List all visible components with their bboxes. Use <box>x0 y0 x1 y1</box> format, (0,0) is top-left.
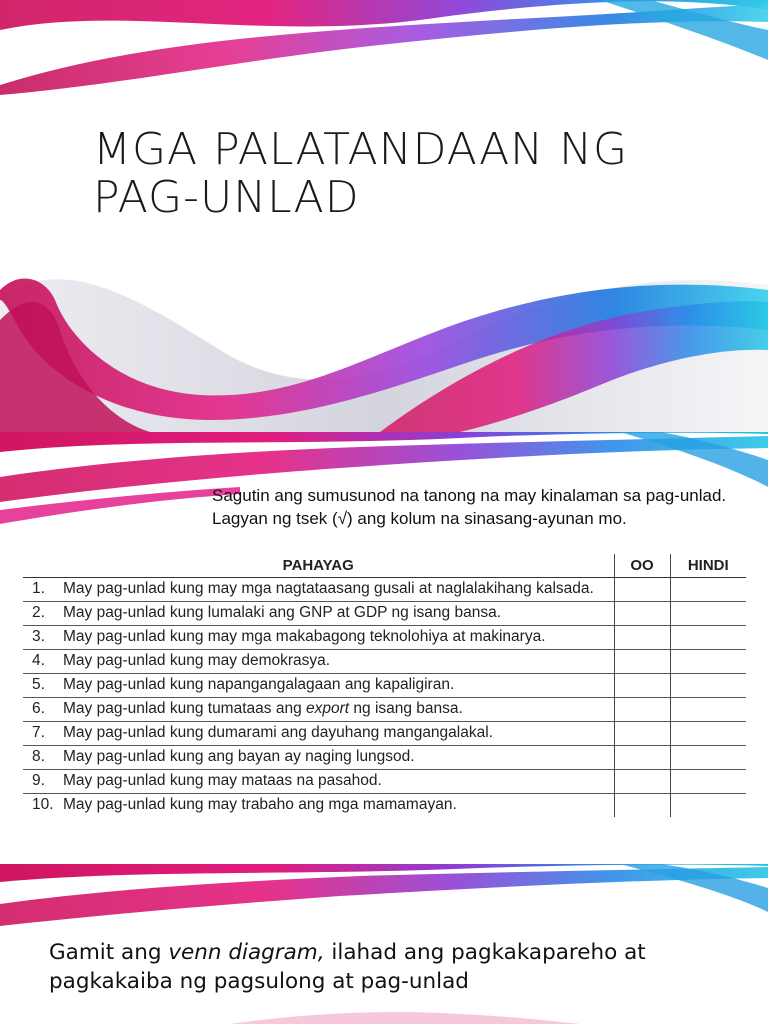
statement-text-start: May pag-unlad kung tumataas ang <box>63 699 306 717</box>
statement-cell <box>23 793 614 817</box>
oo-checkbox-cell[interactable] <box>614 625 670 649</box>
statement-cell <box>23 745 614 769</box>
oo-checkbox-cell[interactable] <box>614 745 670 769</box>
oo-checkbox-cell[interactable] <box>614 601 670 625</box>
table-row <box>23 601 746 625</box>
row-number: 10. <box>32 795 54 813</box>
oo-checkbox-cell[interactable] <box>614 577 670 601</box>
hindi-checkbox-cell[interactable] <box>670 649 746 673</box>
table-row <box>23 577 746 601</box>
statement-text: May pag-unlad kung napangangalagaan ang kapaligiran. <box>63 675 455 693</box>
table-header-row <box>23 554 746 577</box>
hindi-checkbox-cell[interactable] <box>670 793 746 817</box>
statement-text: May pag-unlad kung may trabaho ang mga mamamayan. <box>63 795 457 813</box>
statement-text: May pag-unlad kung dumarami ang dayuhang mangangalakal. <box>63 723 493 741</box>
hindi-checkbox-cell[interactable] <box>670 697 746 721</box>
instruction-text: Sagutin ang sumusunod na tanong na may kinalaman sa pag-unlad. Lagyan ng tsek (√) ang kolum na sinasang-ayunan mo. <box>212 486 727 528</box>
statement-cell <box>23 673 614 697</box>
statement-text: May pag-unlad kung may demokrasya. <box>63 651 331 669</box>
statement-cell <box>23 769 614 793</box>
statement-italic-word: export <box>306 699 350 717</box>
statement-text: May pag-unlad kung ang bayan ay naging lungsod. <box>63 747 415 765</box>
table-row <box>23 649 746 673</box>
hindi-checkbox-cell[interactable] <box>670 769 746 793</box>
hindi-checkbox-cell[interactable] <box>670 721 746 745</box>
venn-slide <box>0 864 768 1024</box>
oo-checkbox-cell[interactable] <box>614 793 670 817</box>
row-number: 7. <box>32 723 45 741</box>
row-number: 1. <box>32 579 45 597</box>
oo-checkbox-cell[interactable] <box>614 697 670 721</box>
row-number: 9. <box>32 771 45 789</box>
hindi-checkbox-cell[interactable] <box>670 673 746 697</box>
table-row <box>23 721 746 745</box>
oo-checkbox-cell[interactable] <box>614 649 670 673</box>
statement-text-end: ng isang bansa. <box>349 699 463 717</box>
statement-cell <box>23 649 614 673</box>
statement-cell <box>23 601 614 625</box>
statement-cell <box>23 577 614 601</box>
oo-checkbox-cell[interactable] <box>614 721 670 745</box>
row-number: 6. <box>32 699 45 717</box>
row-number: 3. <box>32 627 45 645</box>
row-number: 5. <box>32 675 45 693</box>
statement-text: May pag-unlad kung may mataas na pasahod. <box>63 771 382 789</box>
statement-text <box>63 699 610 718</box>
table-row <box>23 793 746 817</box>
venn-term: venn diagram, <box>168 940 325 965</box>
table-row <box>23 673 746 697</box>
hindi-checkbox-cell[interactable] <box>670 625 746 649</box>
oo-checkbox-cell[interactable] <box>614 769 670 793</box>
header-hindi: HINDI <box>670 554 746 577</box>
title-slide <box>0 0 768 432</box>
oo-checkbox-cell[interactable] <box>614 673 670 697</box>
statement-text: May pag-unlad kung lumalaki ang GNP at GDP ng isang bansa. <box>63 603 501 621</box>
slide-title: MGA PALATANDAAN NG PAG-UNLAD <box>93 124 629 223</box>
statement-cell <box>23 625 614 649</box>
table-row <box>23 769 746 793</box>
survey-table <box>23 554 746 817</box>
venn-text-start: Gamit ang <box>49 940 169 965</box>
hindi-checkbox-cell[interactable] <box>670 577 746 601</box>
venn-text-end: ilahad ang pagkakapareho at pagkakaiba ng pagsulong at pag-unlad <box>49 940 646 994</box>
hindi-checkbox-cell[interactable] <box>670 601 746 625</box>
hindi-checkbox-cell[interactable] <box>670 745 746 769</box>
table-row <box>23 625 746 649</box>
row-number: 4. <box>32 651 45 669</box>
statement-text: May pag-unlad kung may mga makabagong teknolohiya at makinarya. <box>63 627 546 645</box>
row-number: 2. <box>32 603 45 621</box>
header-oo: OO <box>614 554 670 577</box>
survey-slide <box>0 432 768 864</box>
row-number: 8. <box>32 747 45 765</box>
statement-cell <box>23 721 614 745</box>
table-row <box>23 745 746 769</box>
statement-text: May pag-unlad kung may mga nagtataasang gusali at naglalakihang kalsada. <box>63 579 594 597</box>
header-pahayag: PAHAYAG <box>23 554 614 577</box>
statement-cell <box>23 697 614 721</box>
venn-instruction-text <box>49 938 749 996</box>
table-row <box>23 697 746 721</box>
